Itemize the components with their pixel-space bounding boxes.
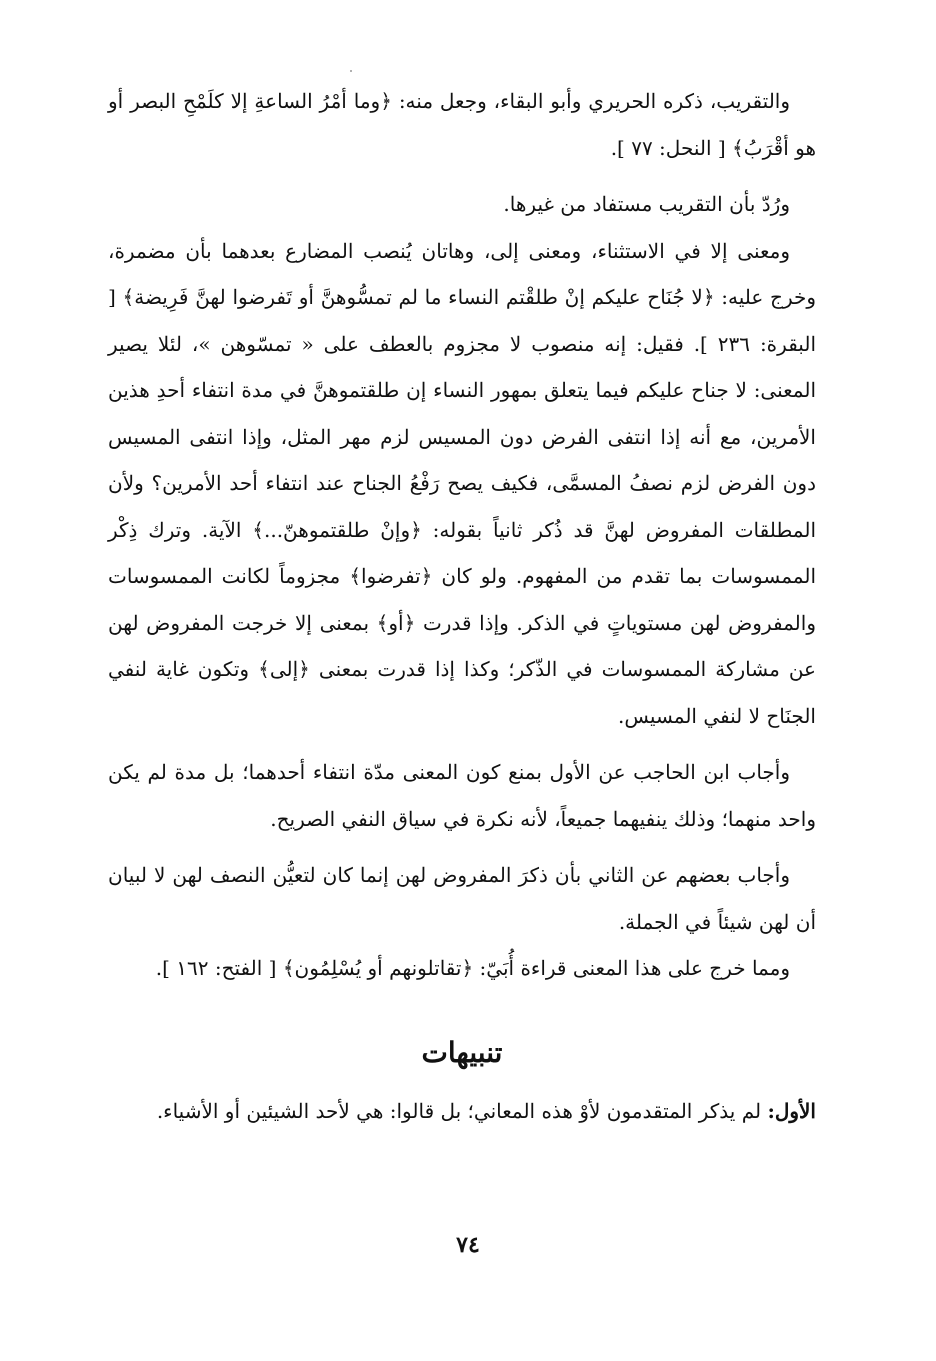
scan-speck <box>350 70 352 72</box>
paragraph-2 <box>108 181 816 228</box>
page-number: ٧٤ <box>456 1232 480 1258</box>
note-label: الأول: <box>767 1098 816 1123</box>
paragraph-3 <box>108 228 816 740</box>
paragraph-3-text: ومعنى إلا في الاستثناء، ومعنى إلى، وهاتان يُنصب المضارع بعدهما بأن مضمرة، وخرج عليه: ﴿لا جُنَاح عليكم إنْ طلقْتم النساء ما لم تمسُّوهنَّ أو تَفرضوا لهنَّ فَرِيضة﴾ [ البقرة: ٢٣٦ ]. فقيل: إنه منصوب لا مجزوم بالعطف على « تمسّوهن »، لئلا يصير المعنى: لا جناح عليكم فيما يتعلق بمهور النساء إن طلقتموهنَّ في مدة انتفاء أحدِ هذين الأمرين، مع أنه إذا انتفى الفرض دون المسيس لزم مهر المثل، وإذا انتفى المسيس دون الفرض لزم نصفُ المسمَّى، فكيف يصح رَفْعُ الجناح عند انتفاء أحد الأمرين؟ ولأن المطلقات المفروض لهنَّ قد ذُكر ثانياً بقوله: ﴿وإنْ طلقتموهنّ...﴾ الآية. وترك ذِكْر الممسوسات بما تقدم من المفهوم. ولو كان ﴿تفرضوا﴾ مجزوماً لكانت الممسوسات والمفروض لهن مستوياتٍ في الذكر. وإذا قدرت ﴿أو﴾ بمعنى إلا خرجت المفروض لهن عن مشاركة الممسوسات في الذّكر؛ وكذا إذا قدرت بمعنى ﴿إلى﴾ وتكون غاية لنفي الجنَاح لا لنفي المسيس. <box>108 238 816 728</box>
page-body <box>108 78 816 1134</box>
note-paragraph <box>108 1088 816 1135</box>
paragraph-6-text: ومما خرج على هذا المعنى قراءة أُبَيّ: ﴿تقاتلونهم أو يُسْلِمُون﴾ [ الفتح: ١٦٢ ]. <box>155 956 790 980</box>
section-heading: تنبيهات <box>421 1035 503 1069</box>
paragraph-5 <box>108 852 816 945</box>
paragraph-6 <box>108 945 816 992</box>
note-text: لم يذكر المتقدمون لأوْ هذه المعاني؛ بل قالوا: هي لأحد الشيئين أو الأشياء. <box>156 1098 768 1123</box>
paragraph-2-text: ورُدّ بأن التقريب مستفاد من غيرها. <box>503 192 790 216</box>
paragraph-1-text: والتقريب، ذكره الحريري وأبو البقاء، وجعل منه: ﴿وما أمْرُ الساعةِ إلا كلَمْحِ البصر أو هو أقْرَبُ﴾ [ النحل: ٧٧ ]. <box>108 89 816 160</box>
paragraph-4-text: وأجاب ابن الحاجب عن الأول بمنع كون المعنى مدّة انتفاء أحدهما؛ بل مدة لم يكن واحد منهما؛ وذلك ينفيهما جميعاً، لأنه نكرة في سياق النفي الصريح. <box>108 760 816 831</box>
paragraph-4 <box>108 749 816 842</box>
paragraph-1 <box>108 78 816 171</box>
paragraph-5-text: وأجاب بعضهم عن الثاني بأن ذكرَ المفروض لهن إنما كان لتعيُّن النصف لهن لا لبيان أن لهن شيئاً في الجملة. <box>108 863 816 934</box>
